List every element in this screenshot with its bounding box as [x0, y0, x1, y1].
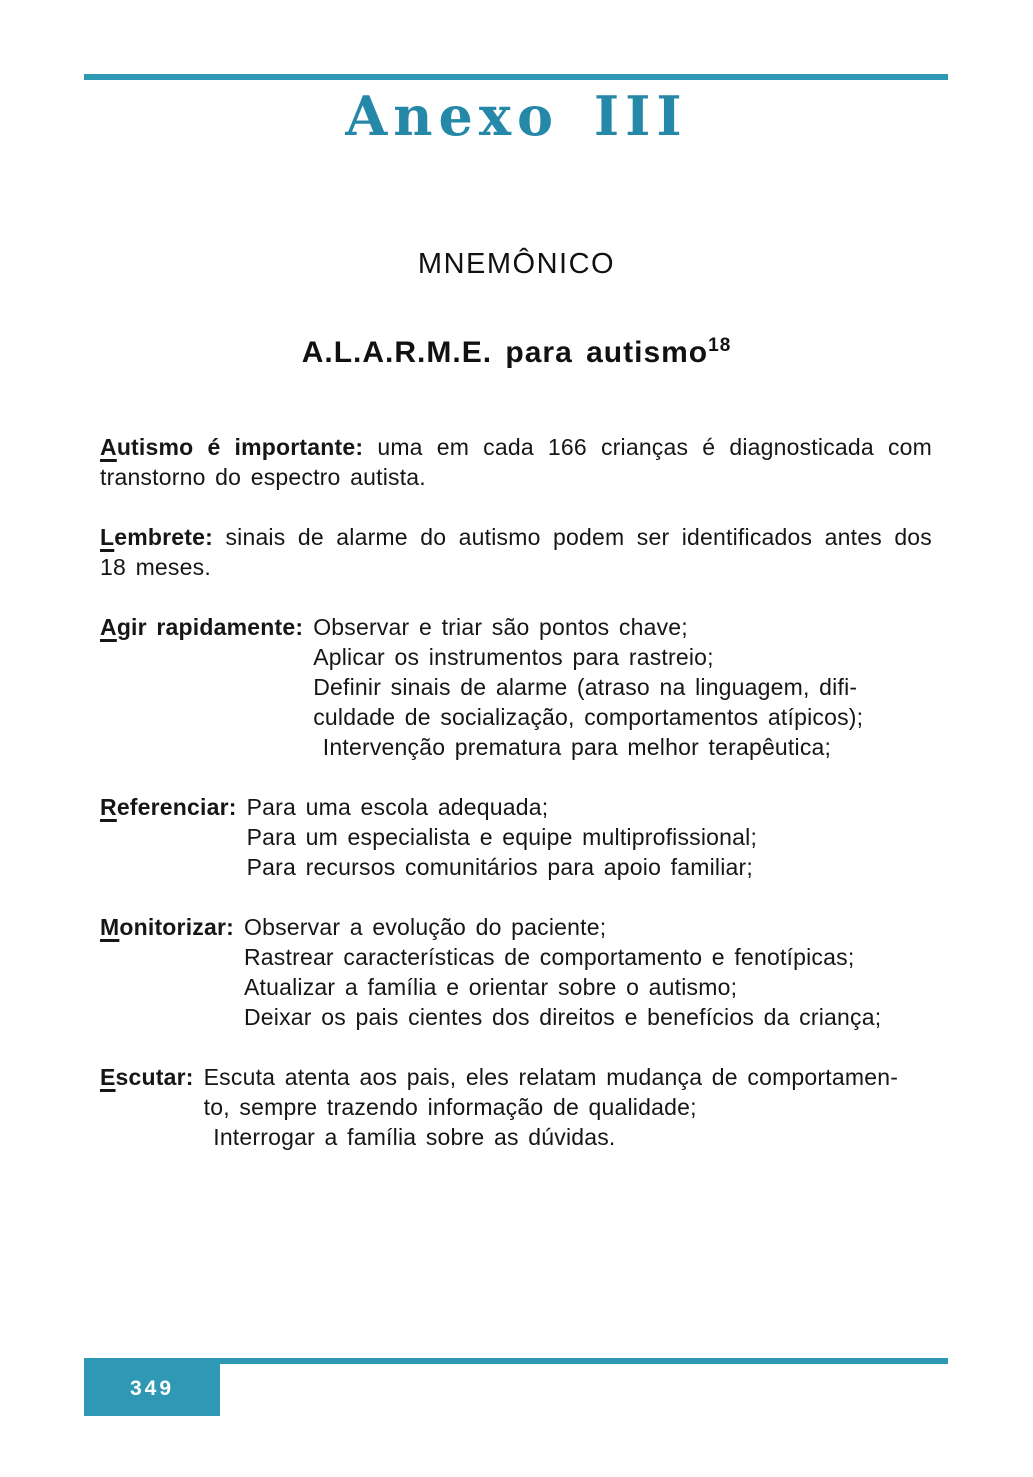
label-rest: onitorizar:	[119, 914, 234, 940]
label-initial: L	[100, 524, 115, 550]
paragraph-label	[100, 524, 213, 550]
text-line	[100, 522, 932, 552]
item-lines	[204, 1062, 932, 1152]
label-initial: R	[100, 794, 117, 820]
text-line: culdade de socialização, comportamentos atípicos);	[313, 704, 864, 730]
text-line	[100, 432, 932, 462]
text-line: Definir sinais de alarme (atraso na linguagem, difi-	[313, 674, 858, 700]
text-line: to, sempre trazendo informação de qualidade;	[203, 1094, 697, 1120]
text-line: Intervenção prematura para melhor terapêutica;	[313, 734, 832, 760]
paragraph-label	[100, 434, 363, 460]
item-label	[100, 612, 303, 642]
label-rest: utismo é importante:	[116, 434, 364, 460]
text-line: Interrogar a família sobre as dúvidas.	[203, 1124, 616, 1150]
paragraph-text: uma em cada 166 crianças é diagnosticada com	[377, 434, 932, 460]
label-initial: M	[100, 914, 120, 940]
item-lines	[313, 612, 932, 762]
text-line: Para uma escola adequada;	[246, 794, 549, 820]
text-line: Deixar os pais cientes dos direitos e benefícios da criança;	[244, 1004, 882, 1030]
mnemonic-title	[0, 336, 1033, 370]
top-rule	[84, 74, 948, 80]
paragraph-autismo	[100, 432, 932, 492]
item-label	[100, 792, 237, 822]
item-label	[100, 912, 234, 942]
item-agir	[100, 612, 932, 762]
text-line: Rastrear características de comportamento e fenotípicas;	[244, 944, 855, 970]
label-initial: A	[100, 614, 117, 640]
label-rest: scutar:	[115, 1064, 194, 1090]
label-initial: A	[100, 434, 117, 460]
item-referenciar	[100, 792, 932, 882]
text-line: Para um especialista e equipe multiprofissional;	[246, 824, 758, 850]
mnemonic-title-text: A.L.A.R.M.E. para autismo	[301, 336, 709, 369]
text-line: Atualizar a família e orientar sobre o autismo;	[244, 974, 738, 1000]
item-escutar	[100, 1062, 932, 1152]
text-line: Escuta atenta aos pais, eles relatam mudança de comportamen-	[203, 1064, 899, 1090]
paragraph-lembrete	[100, 522, 932, 582]
item-monitorizar	[100, 912, 932, 1032]
text-line: Observar e triar são pontos chave;	[313, 614, 688, 640]
mnemonic-kicker: MNEMÔNICO	[417, 248, 616, 280]
item-lines	[244, 912, 932, 1032]
text-line: Aplicar os instrumentos para rastreio;	[313, 644, 714, 670]
label-rest: gir rapidamente:	[116, 614, 304, 640]
label-rest: eferenciar:	[116, 794, 237, 820]
annex-title: Anexo III	[345, 84, 688, 148]
body-column	[100, 432, 932, 1182]
item-lines	[247, 792, 932, 882]
footnote-ref: 18	[708, 335, 732, 356]
paragraph-text: sinais de alarme do autismo podem ser identificados antes dos	[225, 524, 933, 550]
label-initial: E	[100, 1064, 116, 1090]
label-rest: embrete:	[114, 524, 213, 550]
text-line: transtorno do espectro autista.	[100, 464, 426, 490]
page-number-box	[84, 1358, 220, 1416]
text-line: Observar a evolução do paciente;	[244, 914, 607, 940]
text-line: Para recursos comunitários para apoio familiar;	[246, 854, 753, 880]
page-number: 349	[129, 1377, 175, 1400]
text-line: 18 meses.	[100, 554, 211, 580]
item-label	[100, 1062, 194, 1092]
